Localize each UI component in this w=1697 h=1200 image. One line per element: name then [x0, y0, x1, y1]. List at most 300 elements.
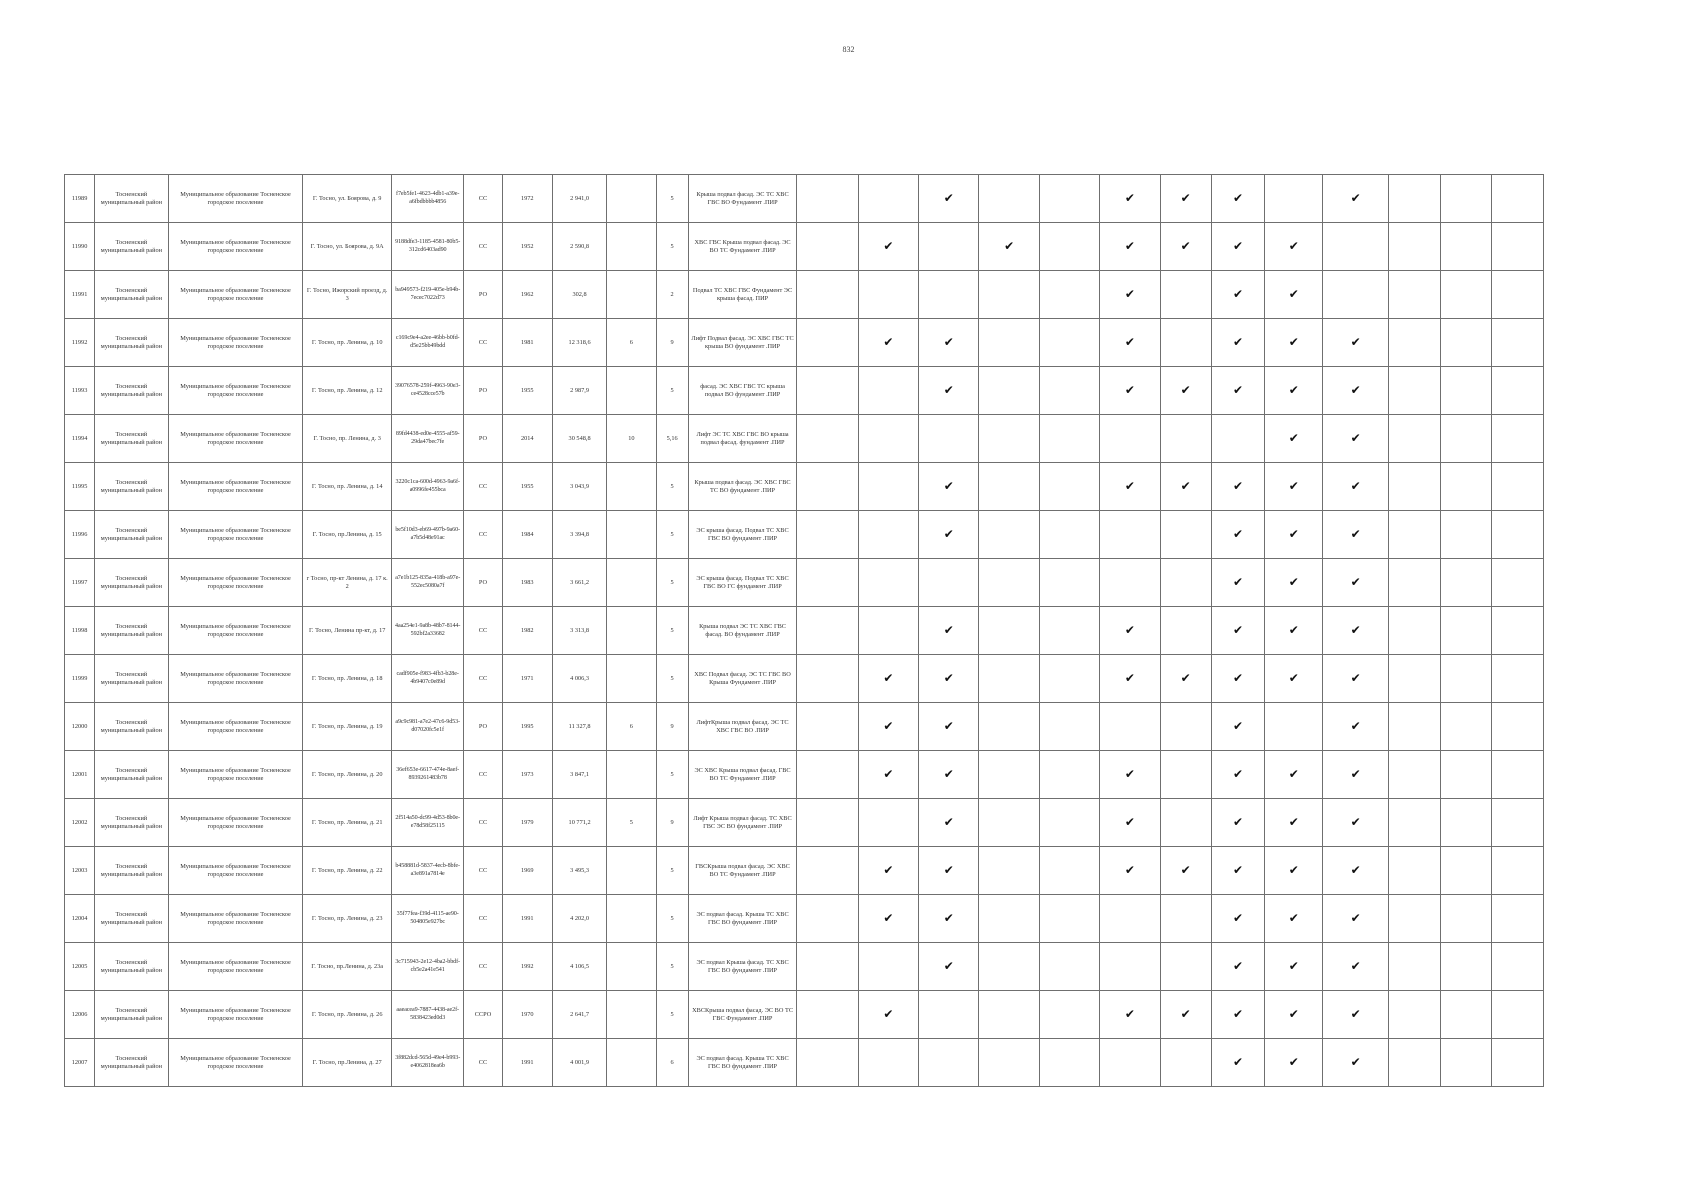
empty-work-cell: [858, 511, 918, 559]
empty-work-cell: [797, 415, 858, 463]
empty-work-cell: [1160, 271, 1211, 319]
district-cell: Тосненский муниципальный район: [95, 655, 168, 703]
empty-work-cell: [797, 751, 858, 799]
empty-work-cell: [1492, 799, 1544, 847]
municipality-cell: Муниципальное образование Тосненское городское поселение: [168, 943, 303, 991]
district-cell: Тосненский муниципальный район: [95, 367, 168, 415]
empty-work-cell: [1441, 415, 1492, 463]
check-mark-icon: ✔: [1211, 511, 1264, 559]
check-mark-icon: ✔: [919, 655, 979, 703]
house-uid-cell: 89fd4438-ed0e-4555-af59-29da47bec7fe: [391, 415, 463, 463]
check-mark-icon: ✔: [858, 703, 918, 751]
build-year-cell: 1970: [502, 991, 552, 1039]
build-year-cell: 1982: [502, 607, 552, 655]
table-row: [65, 175, 1544, 223]
empty-work-cell: [979, 799, 1039, 847]
check-mark-icon: ✔: [1323, 991, 1388, 1039]
empty-work-cell: [1441, 175, 1492, 223]
empty-work-cell: [1441, 271, 1492, 319]
empty-work-cell: [1100, 895, 1160, 943]
row-number: 11992: [65, 319, 95, 367]
check-mark-icon: ✔: [1211, 559, 1264, 607]
table-row: [65, 367, 1544, 415]
check-mark-icon: ✔: [858, 751, 918, 799]
floors-cell: 5: [656, 463, 688, 511]
wall-material-cell: СС: [464, 895, 502, 943]
empty-work-cell: [1388, 367, 1440, 415]
elevator-count-cell: 6: [607, 319, 656, 367]
check-mark-icon: ✔: [1160, 223, 1211, 271]
district-cell: Тосненский муниципальный район: [95, 607, 168, 655]
check-mark-icon: ✔: [1100, 175, 1160, 223]
check-mark-icon: ✔: [1265, 895, 1323, 943]
house-uid-cell: aaeacea9-7887-4438-ae2f-5838423ed0d3: [391, 991, 463, 1039]
empty-work-cell: [1492, 607, 1544, 655]
check-mark-icon: ✔: [979, 223, 1039, 271]
elevator-count-cell: [607, 943, 656, 991]
district-cell: Тосненский муниципальный район: [95, 271, 168, 319]
works-list-cell: ГВСКрыша подвал фасад. ЭС ХВС ВО ТС Фундамент .ПИР: [688, 847, 797, 895]
empty-work-cell: [1441, 319, 1492, 367]
floors-cell: 9: [656, 319, 688, 367]
total-area-cell: 3 495,3: [552, 847, 606, 895]
empty-work-cell: [1039, 847, 1099, 895]
floors-cell: 5: [656, 751, 688, 799]
empty-work-cell: [1388, 799, 1440, 847]
empty-work-cell: [1388, 271, 1440, 319]
empty-work-cell: [1492, 559, 1544, 607]
row-number: 11993: [65, 367, 95, 415]
check-mark-icon: ✔: [1323, 511, 1388, 559]
build-year-cell: 2014: [502, 415, 552, 463]
empty-work-cell: [797, 943, 858, 991]
house-uid-cell: 4aa254e1-9a8b-48b7-8144-592bf2a33682: [391, 607, 463, 655]
empty-work-cell: [1388, 991, 1440, 1039]
address-cell: Г. Тосно, ул. Боярова, д. 9А: [303, 223, 392, 271]
check-mark-icon: ✔: [1100, 223, 1160, 271]
row-number: 11998: [65, 607, 95, 655]
empty-work-cell: [797, 895, 858, 943]
works-list-cell: Лифт Подвал фасад. ЭС ХВС ГВС ТС крыша ВО фундамент .ПИР: [688, 319, 797, 367]
empty-work-cell: [1323, 271, 1388, 319]
build-year-cell: 1983: [502, 559, 552, 607]
table-row: [65, 223, 1544, 271]
check-mark-icon: ✔: [919, 703, 979, 751]
empty-work-cell: [1492, 511, 1544, 559]
check-mark-icon: ✔: [1211, 223, 1264, 271]
empty-work-cell: [1160, 1039, 1211, 1087]
empty-work-cell: [919, 223, 979, 271]
empty-work-cell: [979, 511, 1039, 559]
address-cell: Г. Тосно, пр. Ленина, д. 10: [303, 319, 392, 367]
house-uid-cell: f7eb5fe1-4623-4db1-a39e-a6fbdbbbb4856: [391, 175, 463, 223]
elevator-count-cell: [607, 175, 656, 223]
municipality-cell: Муниципальное образование Тосненское городское поселение: [168, 415, 303, 463]
house-uid-cell: be5f10d3-eb69-497b-9a60-a7b5d48e91ac: [391, 511, 463, 559]
table-row: [65, 991, 1544, 1039]
address-cell: Г. Тосно, пр. Ленина, д. 26: [303, 991, 392, 1039]
district-cell: Тосненский муниципальный район: [95, 319, 168, 367]
floors-cell: 9: [656, 799, 688, 847]
build-year-cell: 1955: [502, 463, 552, 511]
empty-work-cell: [858, 559, 918, 607]
address-cell: Г. Тосно, пр. Ленина, д. 14: [303, 463, 392, 511]
elevator-count-cell: [607, 847, 656, 895]
check-mark-icon: ✔: [919, 367, 979, 415]
empty-work-cell: [1388, 751, 1440, 799]
empty-work-cell: [1441, 655, 1492, 703]
floors-cell: 5: [656, 223, 688, 271]
empty-work-cell: [1039, 991, 1099, 1039]
address-cell: г Тосно, пр-кт Ленина, д. 17 к. 2: [303, 559, 392, 607]
address-cell: Г. Тосно, пр. Ленина, д. 19: [303, 703, 392, 751]
check-mark-icon: ✔: [1160, 367, 1211, 415]
check-mark-icon: ✔: [1211, 271, 1264, 319]
check-mark-icon: ✔: [1323, 895, 1388, 943]
empty-work-cell: [1492, 175, 1544, 223]
house-uid-cell: ba949573-f219-405e-b94b-7ecec7022d73: [391, 271, 463, 319]
empty-work-cell: [797, 223, 858, 271]
table-row: [65, 847, 1544, 895]
empty-work-cell: [1039, 607, 1099, 655]
check-mark-icon: ✔: [1100, 367, 1160, 415]
empty-work-cell: [919, 991, 979, 1039]
total-area-cell: 10 771,2: [552, 799, 606, 847]
check-mark-icon: ✔: [1265, 559, 1323, 607]
works-list-cell: Лифт Крыша подвал фасад. ТС ХВС ГВС ЭС ВО фундамент .ПИР: [688, 799, 797, 847]
wall-material-cell: ССРО: [464, 991, 502, 1039]
house-uid-cell: a9c9c981-a7e2-47c6-9d53-d07020fc5e1f: [391, 703, 463, 751]
table-row: [65, 607, 1544, 655]
empty-work-cell: [797, 463, 858, 511]
check-mark-icon: ✔: [1211, 799, 1264, 847]
address-cell: Г. Тосно, пр.Ленина, д. 15: [303, 511, 392, 559]
empty-work-cell: [1039, 367, 1099, 415]
empty-work-cell: [1039, 223, 1099, 271]
address-cell: Г. Тосно, пр. Ленина, д. 18: [303, 655, 392, 703]
elevator-count-cell: 5: [607, 799, 656, 847]
check-mark-icon: ✔: [1265, 847, 1323, 895]
empty-work-cell: [858, 415, 918, 463]
district-cell: Тосненский муниципальный район: [95, 895, 168, 943]
check-mark-icon: ✔: [858, 655, 918, 703]
check-mark-icon: ✔: [1265, 511, 1323, 559]
house-uid-cell: 3c715943-2e12-4ba2-bbdf-cb5e2a41e541: [391, 943, 463, 991]
page-number: 832: [842, 45, 855, 54]
row-number: 11997: [65, 559, 95, 607]
empty-work-cell: [1492, 319, 1544, 367]
floors-cell: 2: [656, 271, 688, 319]
works-list-cell: ЭС подвал фасад. Крыша ТС ХВС ГВС ВО фундамент .ПИР: [688, 895, 797, 943]
total-area-cell: 3 043,9: [552, 463, 606, 511]
empty-work-cell: [1441, 1039, 1492, 1087]
empty-work-cell: [1039, 703, 1099, 751]
municipality-cell: Муниципальное образование Тосненское городское поселение: [168, 175, 303, 223]
elevator-count-cell: 10: [607, 415, 656, 463]
empty-work-cell: [1492, 895, 1544, 943]
empty-work-cell: [797, 799, 858, 847]
works-list-cell: Крыша подвал ЭС ТС ХВС ГВС фасад. ВО фундамент .ПИР: [688, 607, 797, 655]
row-number: 11991: [65, 271, 95, 319]
empty-work-cell: [1388, 895, 1440, 943]
check-mark-icon: ✔: [1211, 655, 1264, 703]
empty-work-cell: [1441, 703, 1492, 751]
check-mark-icon: ✔: [919, 847, 979, 895]
address-cell: Г. Тосно, Ижорский проезд, д. 3: [303, 271, 392, 319]
empty-work-cell: [979, 991, 1039, 1039]
empty-work-cell: [979, 655, 1039, 703]
empty-work-cell: [1388, 703, 1440, 751]
floors-cell: 9: [656, 703, 688, 751]
check-mark-icon: ✔: [1265, 367, 1323, 415]
empty-work-cell: [979, 943, 1039, 991]
house-uid-cell: b458881d-5837-4ecb-8bfe-a3e891a7814e: [391, 847, 463, 895]
empty-work-cell: [979, 895, 1039, 943]
empty-work-cell: [858, 271, 918, 319]
row-number: 12005: [65, 943, 95, 991]
floors-cell: 5: [656, 655, 688, 703]
empty-work-cell: [1388, 607, 1440, 655]
check-mark-icon: ✔: [1323, 655, 1388, 703]
works-list-cell: ЭС ХВС Крыша подвал фасад. ГВС ВО ТС Фундамент .ПИР: [688, 751, 797, 799]
address-cell: Г. Тосно, пр. Ленина, д. 22: [303, 847, 392, 895]
check-mark-icon: ✔: [1160, 175, 1211, 223]
empty-work-cell: [1100, 415, 1160, 463]
works-list-cell: ЛифтКрыша подвал фасад. ЭС ТС ХВС ГВС ВО .ПИР: [688, 703, 797, 751]
total-area-cell: 3 847,1: [552, 751, 606, 799]
total-area-cell: 2 590,8: [552, 223, 606, 271]
check-mark-icon: ✔: [1265, 223, 1323, 271]
empty-work-cell: [1388, 1039, 1440, 1087]
check-mark-icon: ✔: [1211, 319, 1264, 367]
elevator-count-cell: [607, 895, 656, 943]
empty-work-cell: [797, 319, 858, 367]
empty-work-cell: [1492, 943, 1544, 991]
build-year-cell: 1984: [502, 511, 552, 559]
empty-work-cell: [1160, 799, 1211, 847]
elevator-count-cell: [607, 463, 656, 511]
house-uid-cell: 2f514a50-dc99-4d53-8b0e-e78d58f25115: [391, 799, 463, 847]
row-number: 11995: [65, 463, 95, 511]
floors-cell: 5: [656, 943, 688, 991]
empty-work-cell: [797, 703, 858, 751]
empty-work-cell: [797, 655, 858, 703]
district-cell: Тосненский муниципальный район: [95, 511, 168, 559]
empty-work-cell: [1492, 751, 1544, 799]
elevator-count-cell: [607, 559, 656, 607]
empty-work-cell: [979, 703, 1039, 751]
table-row: [65, 655, 1544, 703]
check-mark-icon: ✔: [858, 991, 918, 1039]
house-uid-cell: 39076578-259f-4963-90e3-ce4528cce57b: [391, 367, 463, 415]
district-cell: Тосненский муниципальный район: [95, 799, 168, 847]
municipality-cell: Муниципальное образование Тосненское городское поселение: [168, 751, 303, 799]
check-mark-icon: ✔: [858, 319, 918, 367]
wall-material-cell: СС: [464, 943, 502, 991]
total-area-cell: 302,8: [552, 271, 606, 319]
empty-work-cell: [1039, 511, 1099, 559]
empty-work-cell: [1323, 223, 1388, 271]
check-mark-icon: ✔: [1265, 655, 1323, 703]
district-cell: Тосненский муниципальный район: [95, 751, 168, 799]
wall-material-cell: РО: [464, 271, 502, 319]
check-mark-icon: ✔: [1100, 799, 1160, 847]
address-cell: Г. Тосно, ул. Боярова, д. 9: [303, 175, 392, 223]
works-list-cell: Крыша подвал фасад. ЭС ТС ХВС ГВС ВО Фундамент .ПИР: [688, 175, 797, 223]
wall-material-cell: СС: [464, 223, 502, 271]
total-area-cell: 11 327,8: [552, 703, 606, 751]
empty-work-cell: [979, 559, 1039, 607]
empty-work-cell: [1211, 415, 1264, 463]
check-mark-icon: ✔: [1100, 991, 1160, 1039]
empty-work-cell: [797, 847, 858, 895]
check-mark-icon: ✔: [919, 943, 979, 991]
house-uid-cell: 35f77fea-f39d-4115-ae90-504805e927bc: [391, 895, 463, 943]
house-uid-cell: cadf905e-f983-4fb3-b28e-4b9407c0e89d: [391, 655, 463, 703]
elevator-count-cell: 6: [607, 703, 656, 751]
table-row: [65, 799, 1544, 847]
empty-work-cell: [1039, 655, 1099, 703]
empty-work-cell: [979, 367, 1039, 415]
total-area-cell: 4 006,3: [552, 655, 606, 703]
empty-work-cell: [1492, 367, 1544, 415]
floors-cell: 5: [656, 511, 688, 559]
empty-work-cell: [1039, 463, 1099, 511]
check-mark-icon: ✔: [1265, 319, 1323, 367]
empty-work-cell: [919, 559, 979, 607]
empty-work-cell: [858, 607, 918, 655]
empty-work-cell: [858, 175, 918, 223]
check-mark-icon: ✔: [1265, 943, 1323, 991]
empty-work-cell: [1441, 943, 1492, 991]
address-cell: Г. Тосно, пр. Ленина, д. 3: [303, 415, 392, 463]
empty-work-cell: [979, 1039, 1039, 1087]
empty-work-cell: [1039, 559, 1099, 607]
empty-work-cell: [858, 367, 918, 415]
row-number: 11999: [65, 655, 95, 703]
table-row: [65, 271, 1544, 319]
house-uid-cell: c169c9e4-a2ee-46bb-b0fd-d5e25bb49bdd: [391, 319, 463, 367]
check-mark-icon: ✔: [919, 175, 979, 223]
total-area-cell: 3 394,8: [552, 511, 606, 559]
empty-work-cell: [1441, 223, 1492, 271]
check-mark-icon: ✔: [1265, 1039, 1323, 1087]
build-year-cell: 1972: [502, 175, 552, 223]
empty-work-cell: [1441, 511, 1492, 559]
empty-work-cell: [979, 271, 1039, 319]
build-year-cell: 1971: [502, 655, 552, 703]
address-cell: Г. Тосно, пр.Ленина, д. 27: [303, 1039, 392, 1087]
floors-cell: 5: [656, 895, 688, 943]
empty-work-cell: [1388, 463, 1440, 511]
municipality-cell: Муниципальное образование Тосненское городское поселение: [168, 511, 303, 559]
empty-work-cell: [1160, 703, 1211, 751]
elevator-count-cell: [607, 655, 656, 703]
house-uid-cell: 36ef653e-6617-474e-8aef-8939261483b78: [391, 751, 463, 799]
wall-material-cell: РО: [464, 559, 502, 607]
empty-work-cell: [797, 607, 858, 655]
empty-work-cell: [1039, 1039, 1099, 1087]
build-year-cell: 1981: [502, 319, 552, 367]
empty-work-cell: [1441, 895, 1492, 943]
registry-body: [65, 175, 1544, 1087]
works-list-cell: ХВС Подвал фасад. ЭС ТС ГВС ВО Крыша Фундамент .ПИР: [688, 655, 797, 703]
elevator-count-cell: [607, 367, 656, 415]
check-mark-icon: ✔: [1160, 463, 1211, 511]
wall-material-cell: СС: [464, 511, 502, 559]
check-mark-icon: ✔: [1265, 799, 1323, 847]
empty-work-cell: [979, 319, 1039, 367]
municipality-cell: Муниципальное образование Тосненское городское поселение: [168, 799, 303, 847]
check-mark-icon: ✔: [1100, 751, 1160, 799]
build-year-cell: 1969: [502, 847, 552, 895]
check-mark-icon: ✔: [1265, 271, 1323, 319]
empty-work-cell: [1492, 1039, 1544, 1087]
check-mark-icon: ✔: [1100, 655, 1160, 703]
check-mark-icon: ✔: [1100, 607, 1160, 655]
check-mark-icon: ✔: [1323, 319, 1388, 367]
floors-cell: 5: [656, 847, 688, 895]
empty-work-cell: [1100, 1039, 1160, 1087]
empty-work-cell: [1100, 511, 1160, 559]
check-mark-icon: ✔: [1211, 607, 1264, 655]
check-mark-icon: ✔: [858, 847, 918, 895]
build-year-cell: 1979: [502, 799, 552, 847]
elevator-count-cell: [607, 271, 656, 319]
empty-work-cell: [1039, 175, 1099, 223]
district-cell: Тосненский муниципальный район: [95, 175, 168, 223]
check-mark-icon: ✔: [1100, 463, 1160, 511]
check-mark-icon: ✔: [1211, 895, 1264, 943]
empty-work-cell: [1441, 559, 1492, 607]
district-cell: Тосненский муниципальный район: [95, 847, 168, 895]
empty-work-cell: [1160, 511, 1211, 559]
address-cell: Г. Тосно, Ленина пр-кт, д. 17: [303, 607, 392, 655]
total-area-cell: 30 548,8: [552, 415, 606, 463]
check-mark-icon: ✔: [1323, 559, 1388, 607]
total-area-cell: 3 313,8: [552, 607, 606, 655]
check-mark-icon: ✔: [1323, 607, 1388, 655]
house-uid-cell: 9188dfe3-1185-4581-80b5-312cd6403ad90: [391, 223, 463, 271]
address-cell: Г. Тосно, пр. Ленина, д. 12: [303, 367, 392, 415]
check-mark-icon: ✔: [1265, 607, 1323, 655]
empty-work-cell: [979, 751, 1039, 799]
elevator-count-cell: [607, 1039, 656, 1087]
empty-work-cell: [797, 271, 858, 319]
municipality-cell: Муниципальное образование Тосненское городское поселение: [168, 223, 303, 271]
empty-work-cell: [1388, 559, 1440, 607]
empty-work-cell: [1388, 511, 1440, 559]
elevator-count-cell: [607, 223, 656, 271]
empty-work-cell: [1492, 271, 1544, 319]
empty-work-cell: [1039, 751, 1099, 799]
district-cell: Тосненский муниципальный район: [95, 703, 168, 751]
empty-work-cell: [1388, 847, 1440, 895]
district-cell: Тосненский муниципальный район: [95, 223, 168, 271]
municipality-cell: Муниципальное образование Тосненское городское поселение: [168, 271, 303, 319]
district-cell: Тосненский муниципальный район: [95, 943, 168, 991]
empty-work-cell: [797, 367, 858, 415]
total-area-cell: 4 001,9: [552, 1039, 606, 1087]
wall-material-cell: РО: [464, 367, 502, 415]
elevator-count-cell: [607, 991, 656, 1039]
municipality-cell: Муниципальное образование Тосненское городское поселение: [168, 559, 303, 607]
table-row: [65, 703, 1544, 751]
empty-work-cell: [858, 463, 918, 511]
empty-work-cell: [797, 511, 858, 559]
elevator-count-cell: [607, 607, 656, 655]
empty-work-cell: [1388, 175, 1440, 223]
